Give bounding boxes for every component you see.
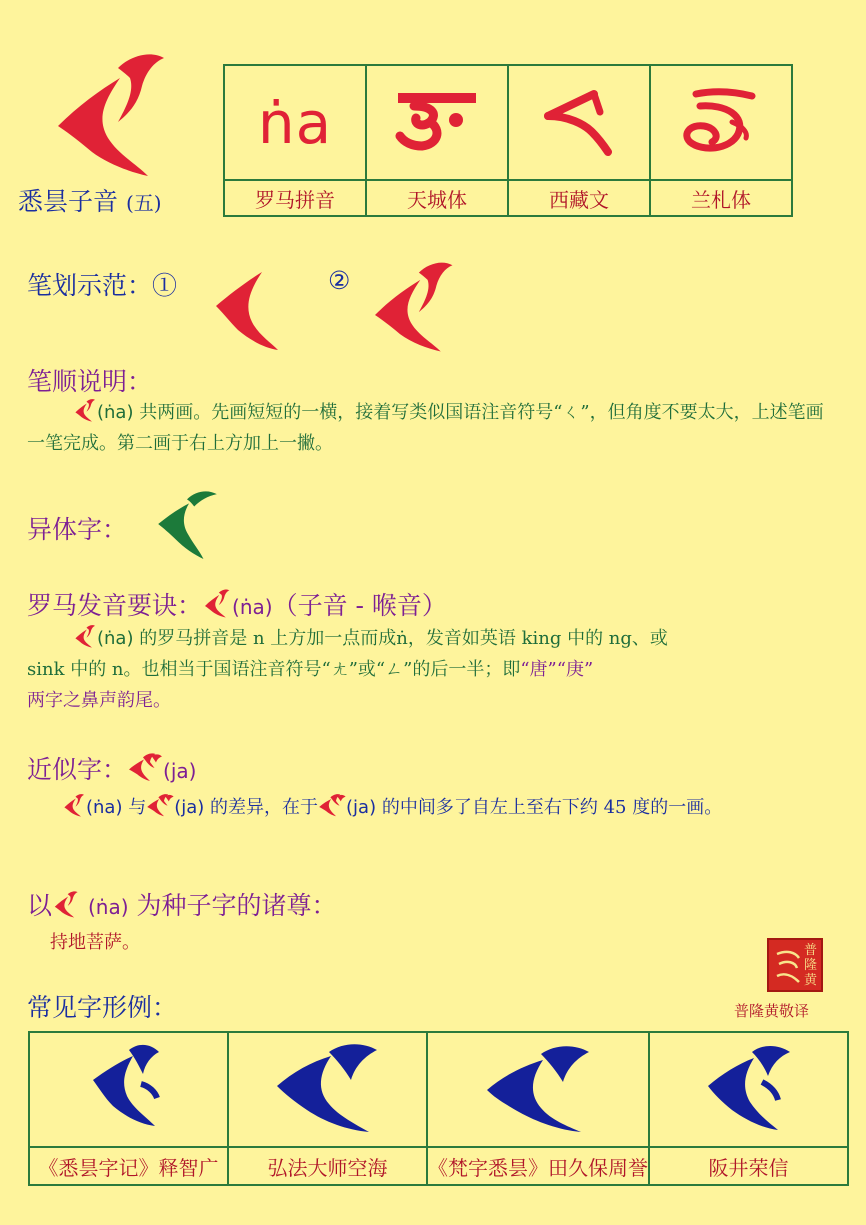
devanagari-cell: [366, 65, 508, 180]
similar-heading: 近似字： (ja): [27, 750, 196, 786]
example-glyph-2: [273, 1040, 383, 1135]
seed-heading: 以 (ṅa) 为种子字的诸尊：: [27, 891, 337, 920]
romanization-cell: [224, 65, 366, 180]
romanization-text: ṅa: [257, 88, 333, 157]
example-cell-1: [29, 1032, 228, 1147]
inline-ja-glyph: [146, 793, 174, 817]
inline-na-glyph: [73, 398, 97, 422]
example-glyph-3: [483, 1040, 593, 1135]
label-lantsa: 兰札体: [650, 180, 792, 216]
stroke-glyph-step2: [368, 258, 458, 353]
label-tibetan: 西藏文: [508, 180, 650, 216]
pronunciation-category: （子音 - 喉音）: [272, 591, 447, 620]
seal-mark-icon: [773, 946, 803, 986]
examples-heading: 常见字形例：: [27, 993, 178, 1022]
variant-glyph: [156, 488, 218, 560]
inline-na-glyph: [62, 793, 86, 817]
stroke-glyph-step1: [212, 262, 282, 352]
label-devanagari: 天城体: [366, 180, 508, 216]
order-heading: 笔顺说明：: [27, 367, 153, 396]
stroke-heading: 笔划示范：①: [27, 271, 178, 300]
order-paragraph: (ṅa) 共两画。先画短短的一横，接着写类似国语注音符号“ㄑ”，但角度不要太大，上述笔画一笔完成。第二画于右上方加上一撇。: [27, 397, 839, 459]
inline-na-glyph: [52, 890, 80, 918]
tibetan-glyph: [534, 86, 624, 156]
seed-deity: 持地菩萨。: [50, 932, 140, 953]
translator-seal: 普 隆 黄: [767, 938, 823, 992]
inline-ja-glyph: [318, 793, 346, 817]
pronunciation-heading: 罗马发音要诀： (ṅa)（子音 - 喉音）: [27, 586, 447, 622]
pronunciation-paragraph: (ṅa) 的罗马拼音是 n 上方加一点而成ṅ，发音如英语 king 中的 ng、或 sink 中的 n。也相当于国语注音符号“ㄤ”或“ㄥ”的后一半；即“唐”“庚” 两字之鼻声韵尾。: [27, 623, 839, 716]
inline-na-glyph: [73, 624, 97, 648]
example-label-2: 弘法大师空海: [228, 1147, 427, 1185]
lantsa-glyph: [676, 86, 766, 156]
stroke-step2-label: ②: [328, 266, 351, 295]
script-table: [223, 64, 793, 217]
similar-paragraph: (ṅa) 与 (ja) 的差异，在于 (ja) 的中间多了自左上至右下约 45 度的一画。: [62, 792, 722, 823]
main-siddham-glyph: [50, 48, 170, 178]
stroke-step1: ①: [152, 271, 178, 300]
lantsa-cell: [650, 65, 792, 180]
inline-ja-glyph: [127, 752, 163, 782]
label-romanization: 罗马拼音: [224, 180, 366, 216]
tibetan-cell: [508, 65, 650, 180]
example-label-3: 《梵字悉昙》田久保周誉: [427, 1147, 649, 1185]
examples-table: [28, 1031, 849, 1186]
example-glyph-1: [89, 1040, 169, 1135]
page-title: [18, 182, 162, 218]
variant-heading: 异体字：: [27, 515, 128, 544]
example-label-1: 《悉昙字记》释智广: [29, 1147, 228, 1185]
example-cell-3: [427, 1032, 649, 1147]
example-cell-2: [228, 1032, 427, 1147]
example-label-4: 阪井荣信: [649, 1147, 848, 1185]
translator-credit: 普隆黄敬译: [734, 1002, 810, 1020]
title-text: 悉昙子音: [18, 187, 119, 216]
example-cell-4: [649, 1032, 848, 1147]
example-glyph-4: [704, 1040, 794, 1135]
inline-na-glyph: [202, 588, 232, 618]
devanagari-glyph: [392, 86, 482, 156]
title-sub: (五): [125, 191, 162, 215]
